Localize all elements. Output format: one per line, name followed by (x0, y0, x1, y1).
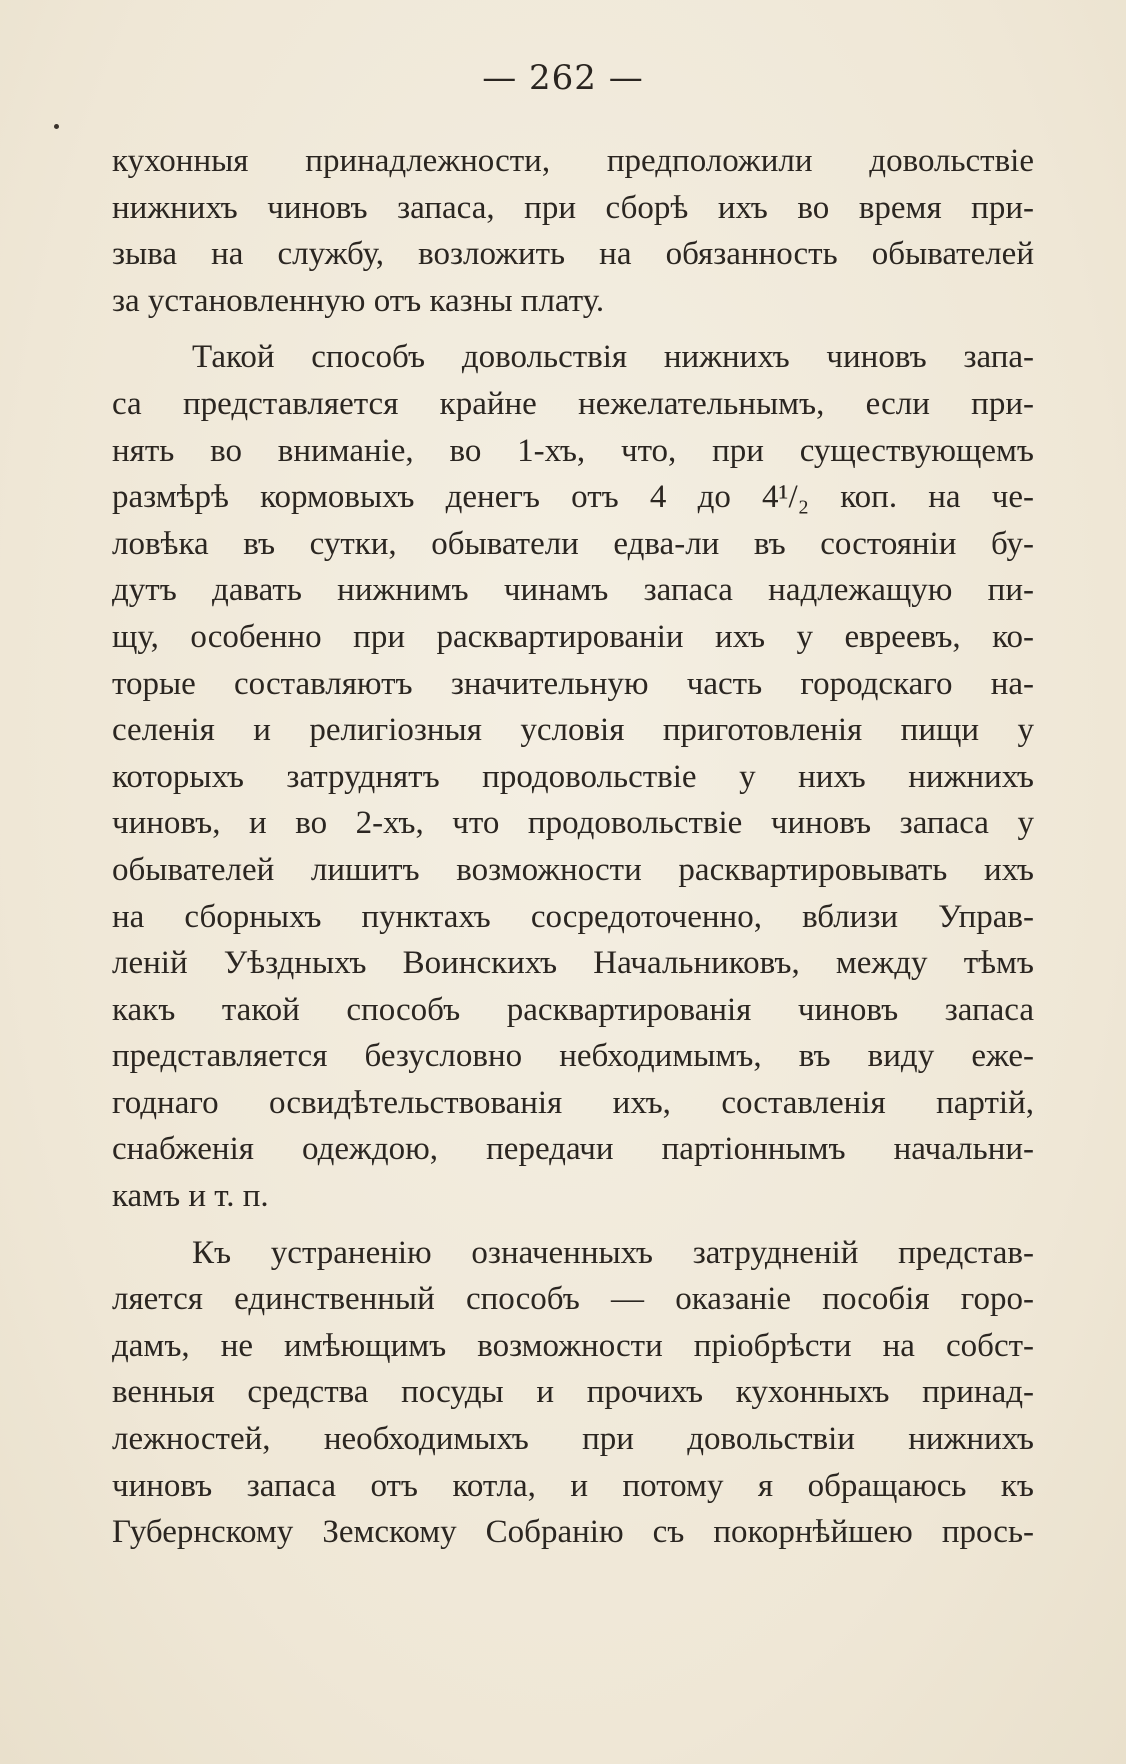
text-line: годнаго освидѣтельствованія ихъ, составленія партій, (112, 1084, 1034, 1121)
text-line: леній Уѣздныхъ Воинскихъ Начальниковъ, между тѣмъ (112, 945, 1034, 982)
text-line: размѣрѣ кормовыхъ денегъ отъ 4 до 4¹/₂ коп. на че- (112, 479, 1034, 516)
text-line: чиновъ, и во 2-хъ, что продовольствіе чиновъ запаса у (112, 805, 1034, 842)
text-line: представляется безусловно небходимымъ, въ виду еже- (112, 1038, 1034, 1075)
text-line: ловѣка въ сутки, обыватели едва-ли въ состояніи бу- (112, 525, 1034, 562)
body-text (112, 138, 1034, 1556)
text-line: торые составляютъ значительную часть городскаго на- (112, 665, 1034, 702)
text-line: селенія и религіозныя условія приготовленія пищи у (112, 712, 1034, 749)
text-line: Къ устраненію означенныхъ затрудненій представ- (192, 1234, 1034, 1271)
text-line: на сборныхъ пунктахъ сосредоточенно, вблизи Управ- (112, 898, 1034, 935)
text-line: дамъ, не имѣющимъ возможности пріобрѣсти на собст- (112, 1327, 1034, 1364)
text-line: чиновъ запаса отъ котла, и потому я обращаюсь къ (112, 1467, 1034, 1504)
text-line: Такой способъ довольствія нижнихъ чиновъ запа- (192, 339, 1034, 376)
text-line: которыхъ затруднятъ продовольствіе у нихъ нижнихъ (112, 758, 1034, 795)
text-line: лежностей, необходимыхъ при довольствіи нижнихъ (112, 1421, 1034, 1458)
text-line: Губернскому Земскому Собранію съ покорнѣйшею прось- (112, 1514, 1034, 1551)
page-number: — 262 — (482, 58, 644, 98)
text-line: камъ и т. п. (112, 1178, 269, 1215)
text-line: щу, особенно при расквартированіи ихъ у евреевъ, ко- (112, 618, 1034, 655)
text-line: нижнихъ чиновъ запаса, при сборѣ ихъ во время при- (112, 189, 1034, 226)
text-line: дутъ давать нижнимъ чинамъ запаса надлежащую пи- (112, 572, 1034, 609)
text-line: обывателей лишитъ возможности расквартировывать ихъ (112, 851, 1034, 888)
text-line: нять во вниманіе, во 1-хъ, что, при существующемъ (112, 432, 1034, 469)
text-line: за установленную отъ казны плату. (112, 282, 605, 319)
text-line: зыва на службу, возложить на обязанность обывателей (112, 236, 1034, 273)
text-line: ляется единственный способъ — оказаніе пособія горо- (112, 1281, 1034, 1318)
text-line: какъ такой способъ расквартированія чиновъ запаса (112, 991, 1034, 1028)
ink-speck (54, 124, 59, 129)
text-line: са представляется крайне нежелательнымъ, если при- (112, 385, 1034, 422)
text-line: снабженія одеждою, передачи партіоннымъ начальни- (112, 1131, 1034, 1168)
text-line: венныя средства посуды и прочихъ кухонныхъ принад- (112, 1374, 1034, 1411)
text-line: кухонныя принадлежности, предположили довольствіе (112, 143, 1034, 179)
